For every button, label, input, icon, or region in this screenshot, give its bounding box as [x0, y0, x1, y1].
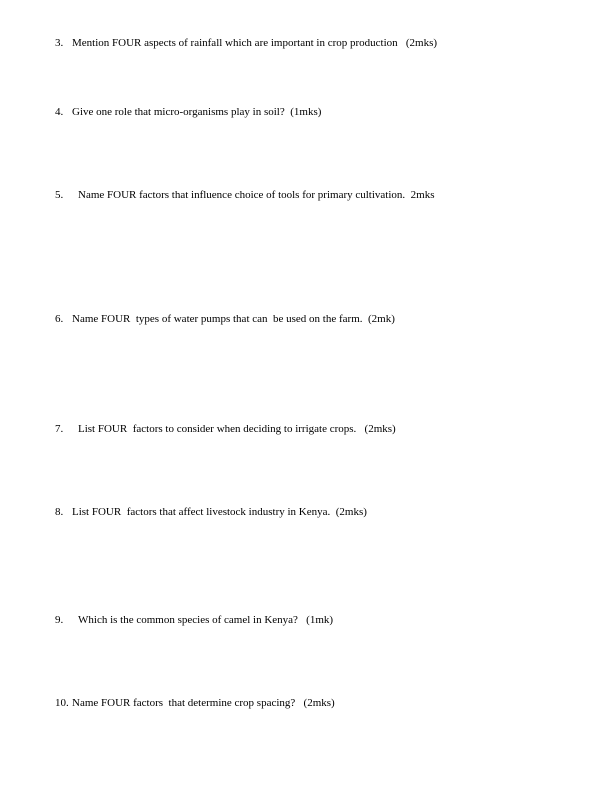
- question-text: Name FOUR types of water pumps that can be used on the farm. (2mk): [72, 313, 395, 325]
- question-text: Name FOUR factors that influence choice of tools for primary cultivation. 2mks: [78, 189, 435, 201]
- question-text: List FOUR factors to consider when deciding to irrigate crops. (2mks): [78, 423, 396, 435]
- question-text: Which is the common species of camel in Kenya? (1mk): [78, 614, 334, 626]
- question-text: Give one role that micro-organisms play in soil? (1mks): [72, 106, 322, 118]
- question-number: 6.: [55, 313, 64, 325]
- question-number: 4.: [55, 106, 64, 118]
- question-3: [55, 37, 437, 50]
- question-number: 3.: [55, 37, 64, 49]
- question-6: [55, 313, 395, 326]
- question-9: [55, 614, 333, 627]
- question-7: [55, 423, 396, 436]
- question-number: 7.: [55, 423, 64, 435]
- question-5: [55, 189, 435, 202]
- question-10: [55, 697, 335, 710]
- question-number: 8.: [55, 506, 64, 518]
- question-text: Mention FOUR aspects of rainfall which are important in crop production (2mks): [72, 37, 438, 49]
- question-4: [55, 106, 321, 119]
- question-number: 9.: [55, 614, 64, 626]
- question-number: 5.: [55, 189, 64, 201]
- question-8: [55, 506, 367, 519]
- question-text: Name FOUR factors that determine crop spacing? (2mks): [72, 697, 335, 709]
- question-number: 10.: [55, 697, 69, 709]
- question-text: List FOUR factors that affect livestock industry in Kenya. (2mks): [72, 506, 367, 518]
